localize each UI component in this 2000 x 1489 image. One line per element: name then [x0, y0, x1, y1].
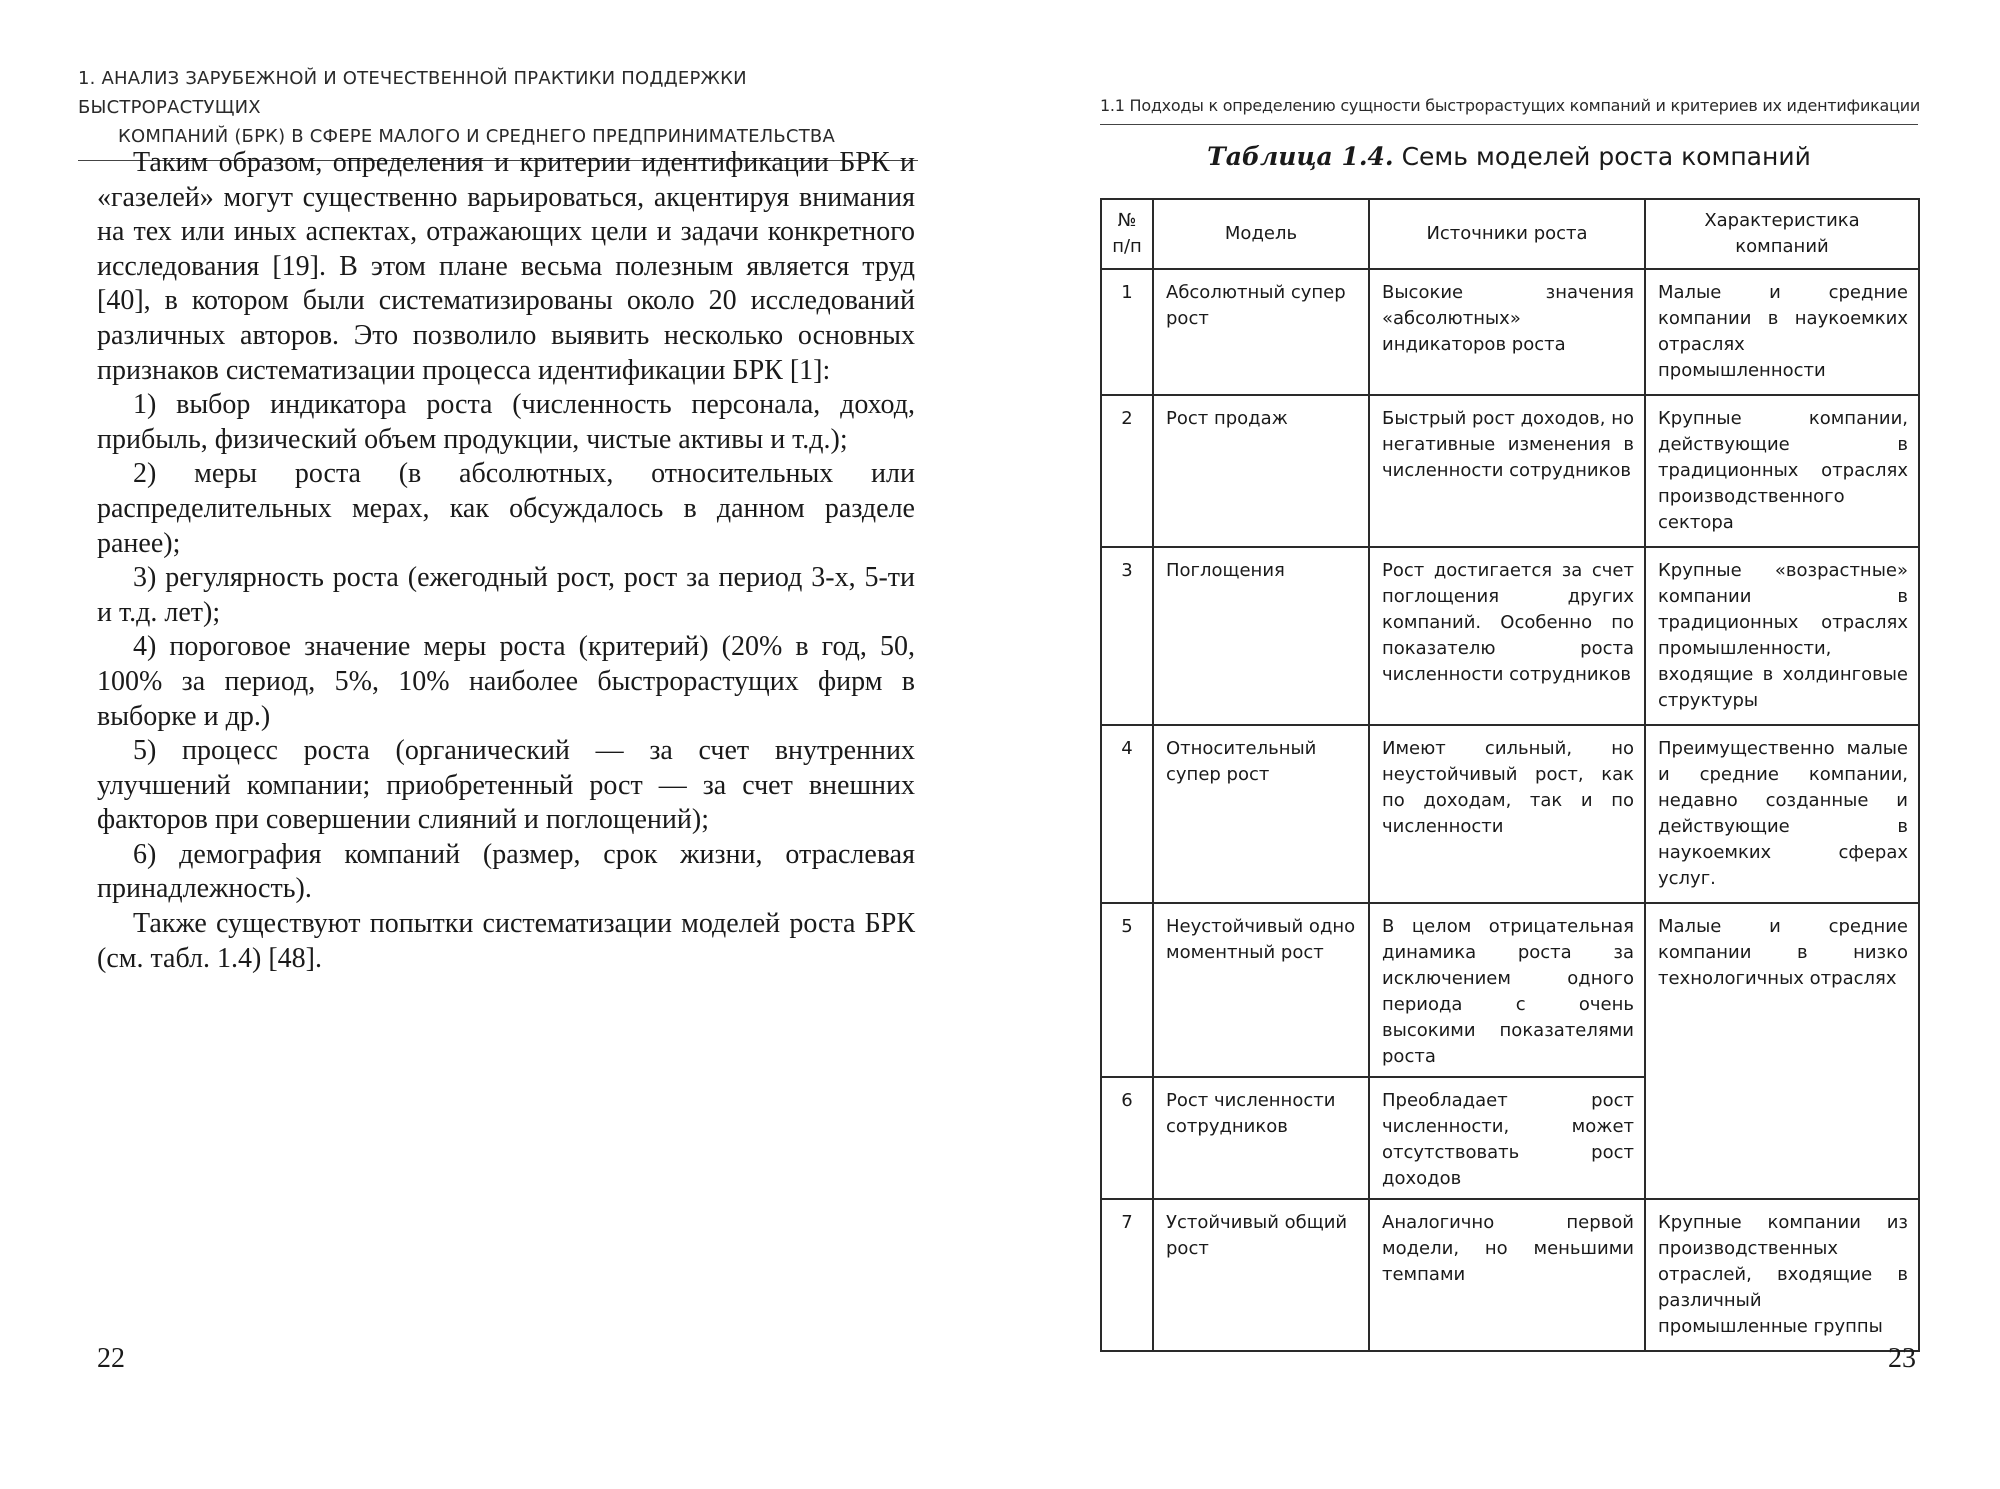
cell-model: Рост продаж — [1153, 395, 1369, 547]
header-num-line-1: № — [1117, 210, 1137, 231]
cell-num: 5 — [1101, 903, 1153, 1077]
header-num-line-2: п/п — [1112, 236, 1142, 257]
header-sources: Источники роста — [1369, 199, 1645, 269]
cell-num: 2 — [1101, 395, 1153, 547]
header-model: Модель — [1153, 199, 1369, 269]
table-row — [1101, 547, 1919, 725]
table-row — [1101, 903, 1919, 1077]
cell-sources: Высокие значения «абсолютных» индикаторов роста — [1369, 269, 1645, 395]
cell-characteristic: Малые и средние компании в наукоемких отраслях промышленности — [1645, 269, 1919, 395]
running-head-line-1: 1. АНАЛИЗ ЗАРУБЕЖНОЙ И ОТЕЧЕСТВЕННОЙ ПРАКТИКИ ПОДДЕРЖКИ БЫСТРОРАСТУЩИХ — [78, 68, 747, 118]
cell-sources: В целом отрицательная динамика роста за исключением одного периода с очень высокими показателями роста — [1369, 903, 1645, 1077]
cell-num: 6 — [1101, 1077, 1153, 1199]
cell-sources: Имеют сильный, но неустойчивый рост, как по доходам, так и по численности — [1369, 725, 1645, 903]
cell-characteristic: Крупные «возрастные» компании в традиционных отраслях промышленности, входящие в холдинговые структуры — [1645, 547, 1919, 725]
header-characteristic — [1645, 199, 1919, 269]
cell-num: 1 — [1101, 269, 1153, 395]
list-item-3: 3) регулярность роста (ежегодный рост, рост за период 3-х, 5-ти и т.д. лет); — [97, 562, 915, 628]
cell-model: Устойчивый общий рост — [1153, 1199, 1369, 1351]
cell-model: Неустойчивый одно моментный рост — [1153, 903, 1369, 1077]
table-row — [1101, 1199, 1919, 1351]
cell-num: 4 — [1101, 725, 1153, 903]
cell-characteristic: Крупные компании из производственных отраслей, входящие в различный промышленные группы — [1645, 1199, 1919, 1351]
growth-models-table — [1100, 198, 1920, 1352]
header-num — [1101, 199, 1153, 269]
header-characteristic-line-1: Характеристика — [1704, 210, 1860, 231]
cell-characteristic: Преимущественно малые и средние компании, недавно созданные и действующие в наукоемких сферах услуг. — [1645, 725, 1919, 903]
cell-sources: Рост достигается за счет поглощения других компаний. Особенно по показателю роста численности сотрудников — [1369, 547, 1645, 725]
table-caption-title: Семь моделей роста компаний — [1401, 142, 1811, 171]
cell-characteristic: Малые и средние компании в низко технологичных отраслях — [1645, 903, 1919, 1199]
header-characteristic-line-2: компаний — [1735, 236, 1829, 257]
table-row — [1101, 725, 1919, 903]
cell-model: Относительный супер рост — [1153, 725, 1369, 903]
paragraph-intro: Таким образом, определения и критерии идентификации БРК и «газелей» могут существенно варьироваться, акцентируя внимания на тех или иных аспектах, отражающих цели и задачи конкретного исследования [19]. В этом плане весьма полезным является труд [40], в котором были систематизированы около 20 исследований различных авторов. Это позволило выявить несколько основных признаков систематизации процесса идентификации БРК [1]: — [97, 147, 915, 386]
body-text — [97, 146, 915, 976]
running-head-line-2: КОМПАНИЙ (БРК) В СФЕРЕ МАЛОГО И СРЕДНЕГО ПРЕДПРИНИМАТЕЛЬСТВА — [118, 126, 835, 147]
cell-model: Абсолютный супер рост — [1153, 269, 1369, 395]
cell-num: 3 — [1101, 547, 1153, 725]
list-item-6: 6) демография компаний (размер, срок жизни, отраслевая принадлежность). — [97, 838, 915, 905]
cell-sources: Быстрый рост доходов, но негативные изменения в численности сотрудников — [1369, 395, 1645, 547]
page-number-right: 23 — [1888, 1343, 1916, 1374]
table-caption — [1100, 142, 1918, 171]
cell-model: Поглощения — [1153, 547, 1369, 725]
table-row — [1101, 395, 1919, 547]
paragraph-closing: Также существуют попытки систематизации моделей роста БРК (см. табл. 1.4) [48]. — [97, 908, 915, 974]
table-caption-label: Таблица 1.4. — [1207, 142, 1394, 171]
cell-characteristic: Крупные компании, действующие в традиционных отраслях производственного сектора — [1645, 395, 1919, 547]
list-item-1: 1) выбор индикатора роста (численность персонала, доход, прибыль, физический объем продукции, чистые активы и т.д.); — [97, 389, 915, 455]
cell-num: 7 — [1101, 1199, 1153, 1351]
list-item-2: 2) меры роста (в абсолютных, относительных или распределительных мерах, как обсуждалось в данном разделе ранее); — [97, 458, 915, 559]
running-head-right: 1.1 Подходы к определению сущности быстрорастущих компаний и критериев их идентификации — [1100, 94, 1918, 125]
cell-sources: Преобладает рост численности, может отсутствовать рост доходов — [1369, 1077, 1645, 1199]
cell-sources: Аналогично первой модели, но меньшими темпами — [1369, 1199, 1645, 1351]
list-item-4: 4) пороговое значение меры роста (критерий) (20% в год, 50, 100% за период, 5%, 10% наиболее быстрорастущих фирм в выборке и др.) — [97, 631, 915, 732]
page-number-left: 22 — [97, 1343, 125, 1374]
cell-model: Рост численности сотрудников — [1153, 1077, 1369, 1199]
list-item-5: 5) процесс роста (органический — за счет внутренних улучшений компании; приобретенный рост — за счет внешних факторов при совершении слияний и поглощений); — [97, 735, 915, 836]
table-row — [1101, 269, 1919, 395]
table-header-row — [1101, 199, 1919, 269]
right-page — [1000, 0, 2000, 1489]
